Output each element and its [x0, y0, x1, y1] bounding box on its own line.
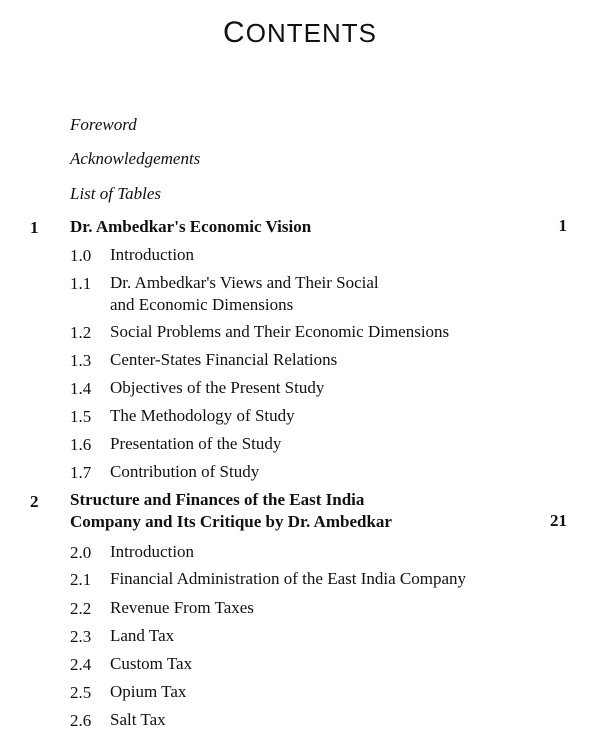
section-2-3-number: 2.3: [70, 627, 92, 646]
section-2-2-title[interactable]: Revenue From Taxes: [110, 598, 254, 617]
section-1-0-title[interactable]: Introduction: [110, 245, 195, 264]
chapter-2-title[interactable]: Structure and Finances of the East India: [70, 490, 365, 509]
section-2-1-number: 2.1: [70, 570, 92, 589]
front-matter-list-of-tables[interactable]: List of Tables: [70, 184, 162, 203]
section-2-1-title[interactable]: Financial Administration of the East India Company: [110, 569, 466, 588]
section-1-6-number: 1.6: [70, 435, 92, 454]
section-1-3-title[interactable]: Center-States Financial Relations: [110, 350, 338, 369]
section-1-3-number: 1.3: [70, 351, 92, 370]
section-2-3-title[interactable]: Land Tax: [110, 626, 175, 645]
section-2-4-number: 2.4: [70, 655, 92, 674]
front-matter-foreword[interactable]: Foreword: [70, 115, 137, 134]
front-matter-acknowledgements[interactable]: Acknowledgements: [70, 149, 201, 168]
section-1-7-number: 1.7: [70, 463, 92, 482]
section-2-5-number: 2.5: [70, 683, 92, 702]
chapter-2-page: 21: [550, 511, 567, 530]
section-1-2-number: 1.2: [70, 323, 92, 342]
section-2-4-title[interactable]: Custom Tax: [110, 654, 193, 673]
chapter-1-title[interactable]: Dr. Ambedkar's Economic Vision: [70, 217, 312, 236]
chapter-1-page: 1: [558, 216, 567, 235]
section-1-1-number: 1.1: [70, 274, 92, 293]
section-2-6-number: 2.6: [70, 711, 92, 730]
section-1-5-title[interactable]: The Methodology of Study: [110, 406, 295, 425]
page-title: [0, 16, 600, 50]
section-1-0-number: 1.0: [70, 246, 92, 265]
section-1-2-title[interactable]: Social Problems and Their Economic Dimensions: [110, 322, 450, 341]
section-1-7-title[interactable]: Contribution of Study: [110, 462, 260, 481]
section-1-4-number: 1.4: [70, 379, 92, 398]
section-1-5-number: 1.5: [70, 407, 92, 426]
page-title-initial: C: [223, 16, 246, 49]
section-2-0-number: 2.0: [70, 543, 92, 562]
section-2-0-title[interactable]: Introduction: [110, 542, 195, 561]
section-1-1-title[interactable]: Dr. Ambedkar's Views and Their Social: [110, 273, 379, 292]
chapter-1-number: 1: [30, 218, 39, 237]
chapter-2-number: 2: [30, 492, 39, 511]
section-2-5-title[interactable]: Opium Tax: [110, 682, 187, 701]
page-title-rest: ONTENTS: [245, 18, 377, 48]
section-1-1-title-line2[interactable]: and Economic Dimensions: [110, 295, 294, 314]
section-2-6-title[interactable]: Salt Tax: [110, 710, 166, 729]
section-1-4-title[interactable]: Objectives of the Present Study: [110, 378, 325, 397]
chapter-2-title-line2[interactable]: Company and Its Critique by Dr. Ambedkar: [70, 512, 392, 531]
section-1-6-title[interactable]: Presentation of the Study: [110, 434, 282, 453]
section-2-2-number: 2.2: [70, 599, 92, 618]
